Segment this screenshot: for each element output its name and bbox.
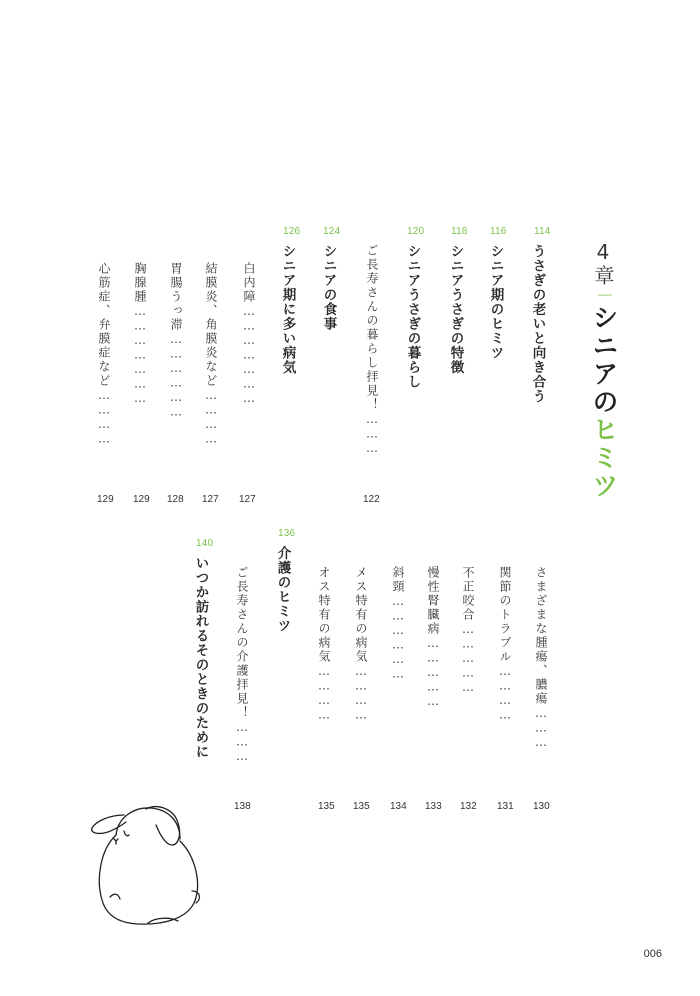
leader-dots: ……… xyxy=(235,720,249,764)
subitem-text: 慢性腎臓病 xyxy=(426,566,440,636)
subitem-text: 斜頸 xyxy=(391,566,405,594)
section-page: 124 xyxy=(323,226,341,237)
subitem-text: 結膜炎、角膜炎など xyxy=(204,262,218,388)
subitem-page: 122 xyxy=(363,494,380,505)
toc-subitem xyxy=(170,262,182,419)
subitem-page: 130 xyxy=(533,801,550,812)
chapter-heading xyxy=(590,240,616,500)
toc-subitem xyxy=(427,566,439,709)
leader-dots: …………… xyxy=(461,622,475,695)
leader-dots: ……… xyxy=(365,412,379,456)
subitem-text: メス特有の病気 xyxy=(354,566,368,664)
subitem-page: 135 xyxy=(318,801,335,812)
subitem-page: 132 xyxy=(460,801,477,812)
subitem-text: 不正咬合 xyxy=(461,566,475,622)
subitem-text: 胸腺腫 xyxy=(133,262,147,304)
chapter-dash: － xyxy=(593,286,614,304)
toc-subitem xyxy=(134,262,146,406)
section-page: 126 xyxy=(283,226,301,237)
leader-dots: ………… xyxy=(97,388,111,446)
subitem-page: 138 xyxy=(234,801,251,812)
page-number: 006 xyxy=(643,948,662,960)
subitem-page: 127 xyxy=(239,494,256,505)
rabbit-illustration xyxy=(88,795,208,930)
leader-dots: ……………… xyxy=(391,594,405,681)
subitem-text: 胃腸うっ滞 xyxy=(169,262,183,332)
leader-dots: ……………… xyxy=(169,332,183,419)
toc-subitem xyxy=(243,262,255,406)
chapter-title: シニアの xyxy=(588,304,618,416)
section-title: シニアうさぎの特徴 xyxy=(447,244,464,375)
section-page: 118 xyxy=(451,226,468,237)
section-title: いつか訪れるそのときのために xyxy=(192,556,209,759)
chapter-title-accent: ヒミツ xyxy=(588,416,618,500)
toc-subitem xyxy=(392,566,404,681)
leader-dots: ………………… xyxy=(242,304,256,406)
toc-subitem xyxy=(535,566,547,750)
leader-dots: ………… xyxy=(498,664,512,722)
subitem-text: 心筋症、弁膜症など xyxy=(97,262,111,388)
leader-dots: ……… xyxy=(534,706,548,750)
subitem-page: 133 xyxy=(425,801,442,812)
toc-subitem xyxy=(499,566,511,722)
section-page: 116 xyxy=(490,226,507,237)
toc-subitem xyxy=(366,244,378,456)
toc-subitem xyxy=(318,566,330,722)
subitem-page: 129 xyxy=(97,494,114,505)
subitem-text: さまざまな腫瘍、膿瘍 xyxy=(534,566,548,706)
subitem-text: オス特有の病気 xyxy=(317,566,331,664)
subitem-page: 128 xyxy=(167,494,184,505)
toc-subitem xyxy=(205,262,217,446)
subitem-page: 129 xyxy=(133,494,150,505)
toc-subitem xyxy=(236,566,248,764)
subitem-page: 134 xyxy=(390,801,407,812)
subitem-text: 白内障 xyxy=(242,262,256,304)
section-title: シニアの食事 xyxy=(320,244,337,331)
section-title: 介護のヒミツ xyxy=(274,546,291,633)
leader-dots: ………………… xyxy=(133,304,147,406)
section-page: 136 xyxy=(278,528,296,539)
subitem-text: ご長寿さんの暮らし拝見！ xyxy=(365,244,379,412)
toc-subitem xyxy=(98,262,110,446)
section-title: うさぎの老いと向き合う xyxy=(529,244,546,404)
leader-dots: …………… xyxy=(426,636,440,709)
toc-subitem xyxy=(462,566,474,695)
section-title: シニア期のヒミツ xyxy=(487,244,504,360)
leader-dots: ………… xyxy=(317,664,331,722)
section-title: シニアうさぎの暮らし xyxy=(404,244,421,389)
subitem-page: 131 xyxy=(497,801,514,812)
leader-dots: ………… xyxy=(354,664,368,722)
subitem-page: 135 xyxy=(353,801,370,812)
chapter-number: 4章 xyxy=(591,240,615,286)
section-page: 140 xyxy=(196,538,214,549)
leader-dots: ………… xyxy=(204,388,218,446)
subitem-text: ご長寿さんの介護拝見！ xyxy=(235,566,249,720)
section-page: 120 xyxy=(407,226,425,237)
subitem-page: 127 xyxy=(202,494,219,505)
subitem-text: 関節のトラブル xyxy=(498,566,512,664)
section-page: 114 xyxy=(534,226,551,237)
toc-subitem xyxy=(355,566,367,722)
section-title: シニア期に多い病気 xyxy=(279,244,296,375)
